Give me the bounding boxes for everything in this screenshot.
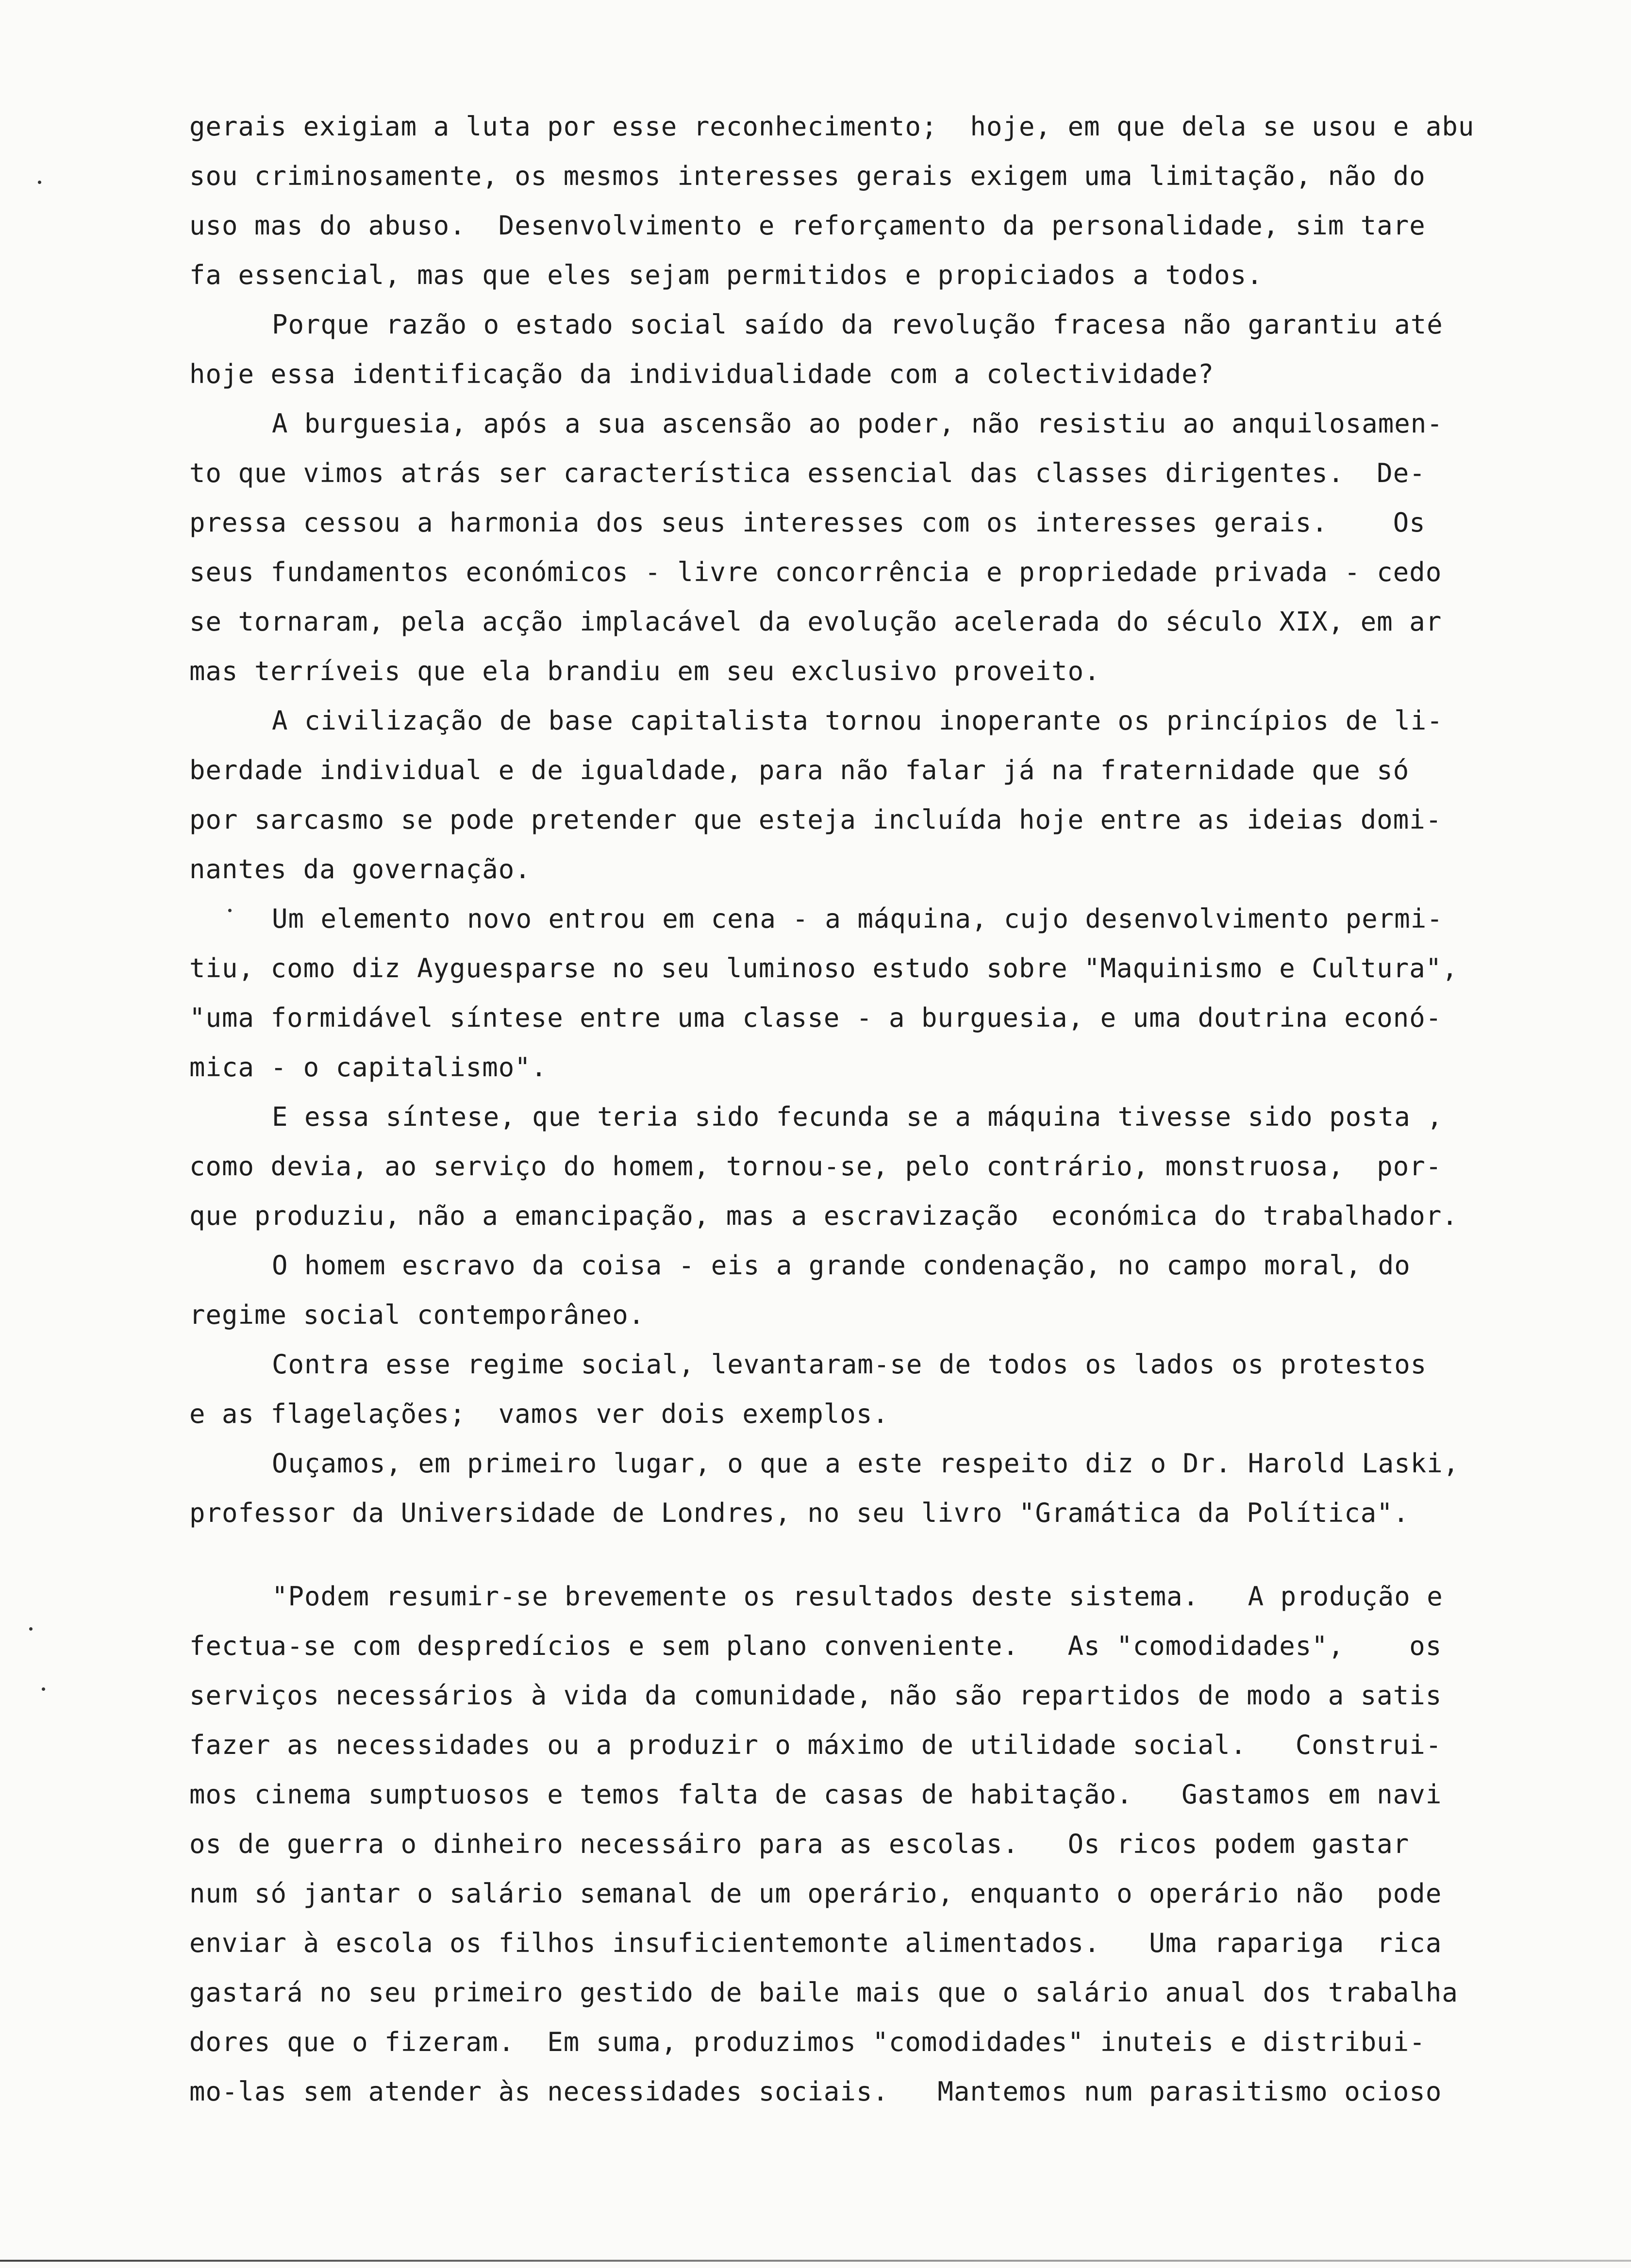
text-line: num só jantar o salário semanal de um operário, enquanto o operário não pode	[189, 1878, 1442, 1909]
text-line: mica - o capitalismo".	[189, 1052, 548, 1083]
text-line: mo-las sem atender às necessidades sociais. Mantemos num parasitismo ocioso	[189, 2076, 1442, 2107]
main-text	[189, 102, 1568, 1538]
text-line: Um elemento novo entrou em cena - a máquina, cujo desenvolvimento permi-	[272, 903, 1443, 934]
text-line: seus fundamentos económicos - livre concorrência e propriedade privada - cedo	[189, 557, 1442, 587]
text-line: professor da Universidade de Londres, no seu livro "Gramática da Política".	[189, 1498, 1410, 1528]
text-line: fectua-se com despredícios e sem plano conveniente. As "comodidades", os	[189, 1631, 1442, 1661]
text-line: E essa síntese, que teria sido fecunda se a máquina tivesse sido posta ,	[272, 1101, 1443, 1132]
text-line: Porque razão o estado social saído da revolução fracesa não garantiu até	[272, 309, 1443, 340]
text-line: O homem escravo da coisa - eis a grande condenação, no campo moral, do	[272, 1250, 1411, 1281]
text-line: berdade individual e de igualdade, para não falar já na fraternidade que só	[189, 755, 1410, 785]
text-line: enviar à escola os filhos insuficientemonte alimentados. Uma rapariga rica	[189, 1928, 1442, 1958]
margin-speck	[38, 181, 41, 184]
margin-speck	[29, 1627, 33, 1631]
text-line: to que vimos atrás ser característica essencial das classes dirigentes. De-	[189, 458, 1426, 488]
text-line: uso mas do abuso. Desenvolvimento e reforçamento da personalidade, sim tare	[189, 210, 1426, 241]
text-line: como devia, ao serviço do homem, tornou-se, pelo contrário, monstruosa, por-	[189, 1151, 1442, 1182]
text-line: serviços necessários à vida da comunidade, não são repartidos de modo a satis	[189, 1680, 1442, 1711]
text-line: pressa cessou a harmonia dos seus interesses com os interesses gerais. Os	[189, 507, 1426, 538]
text-line: A civilização de base capitalista tornou inoperante os princípios de li-	[272, 705, 1443, 736]
text-line: Ouçamos, em primeiro lugar, o que a este respeito diz o Dr. Harold Laski,	[272, 1448, 1460, 1479]
text-line: por sarcasmo se pode pretender que esteja incluída hoje entre as ideias domi-	[189, 804, 1442, 835]
text-line: "Podem resumir-se brevemente os resultados deste sistema. A produção e	[272, 1581, 1443, 1612]
text-line: regime social contemporâneo.	[189, 1300, 645, 1330]
text-line: e as flagelações; vamos ver dois exemplos.	[189, 1399, 889, 1429]
text-line: fazer as necessidades ou a produzir o máximo de utilidade social. Construi-	[189, 1730, 1442, 1760]
text-line: dores que o fizeram. Em suma, produzimos "comodidades" inuteis e distribui-	[189, 2027, 1426, 2057]
text-line: gastará no seu primeiro gestido de baile mais que o salário anual dos trabalha	[189, 1977, 1458, 2008]
text-line: gerais exigiam a luta por esse reconhecimento; hoje, em que dela se usou e abu	[189, 111, 1475, 142]
text-line: tiu, como diz Ayguesparse no seu luminoso estudo sobre "Maquinismo e Cultura",	[189, 953, 1458, 984]
text-line: os de guerra o dinheiro necessáiro para as escolas. Os ricos podem gastar	[189, 1829, 1410, 1859]
text-line: A burguesia, após a sua ascensão ao poder, não resistiu ao anquilosamen-	[272, 408, 1443, 439]
text-line: "uma formidável síntese entre uma classe - a burguesia, e uma doutrina econó-	[189, 1002, 1442, 1033]
text-line: fa essencial, mas que eles sejam permitidos e propiciados a todos.	[189, 260, 1263, 290]
text-line: nantes da governação.	[189, 854, 531, 884]
text-line: mas terríveis que ela brandiu em seu exclusivo proveito.	[189, 656, 1100, 686]
text-line: sou criminosamente, os mesmos interesses gerais exigem uma limitação, não do	[189, 161, 1426, 191]
text-line: hoje essa identificação da individualidade com a colectividade?	[189, 359, 1215, 389]
page-bottom-edge	[0, 2260, 1631, 2262]
text-line: se tornaram, pela acção implacável da evolução acelerada do século XIX, em ar	[189, 606, 1442, 637]
text-line: que produziu, não a emancipação, mas a escravização económica do trabalhador.	[189, 1201, 1458, 1231]
paragraph-gap	[189, 1538, 1568, 1572]
margin-speck	[42, 1687, 45, 1691]
text-line: mos cinema sumptuosos e temos falta de casas de habitação. Gastamos em navi	[189, 1779, 1442, 1810]
document-body	[189, 102, 1568, 2117]
quoted-passage	[189, 1572, 1568, 2117]
text-line: Contra esse regime social, levantaram-se de todos os lados os protestos	[272, 1349, 1427, 1380]
